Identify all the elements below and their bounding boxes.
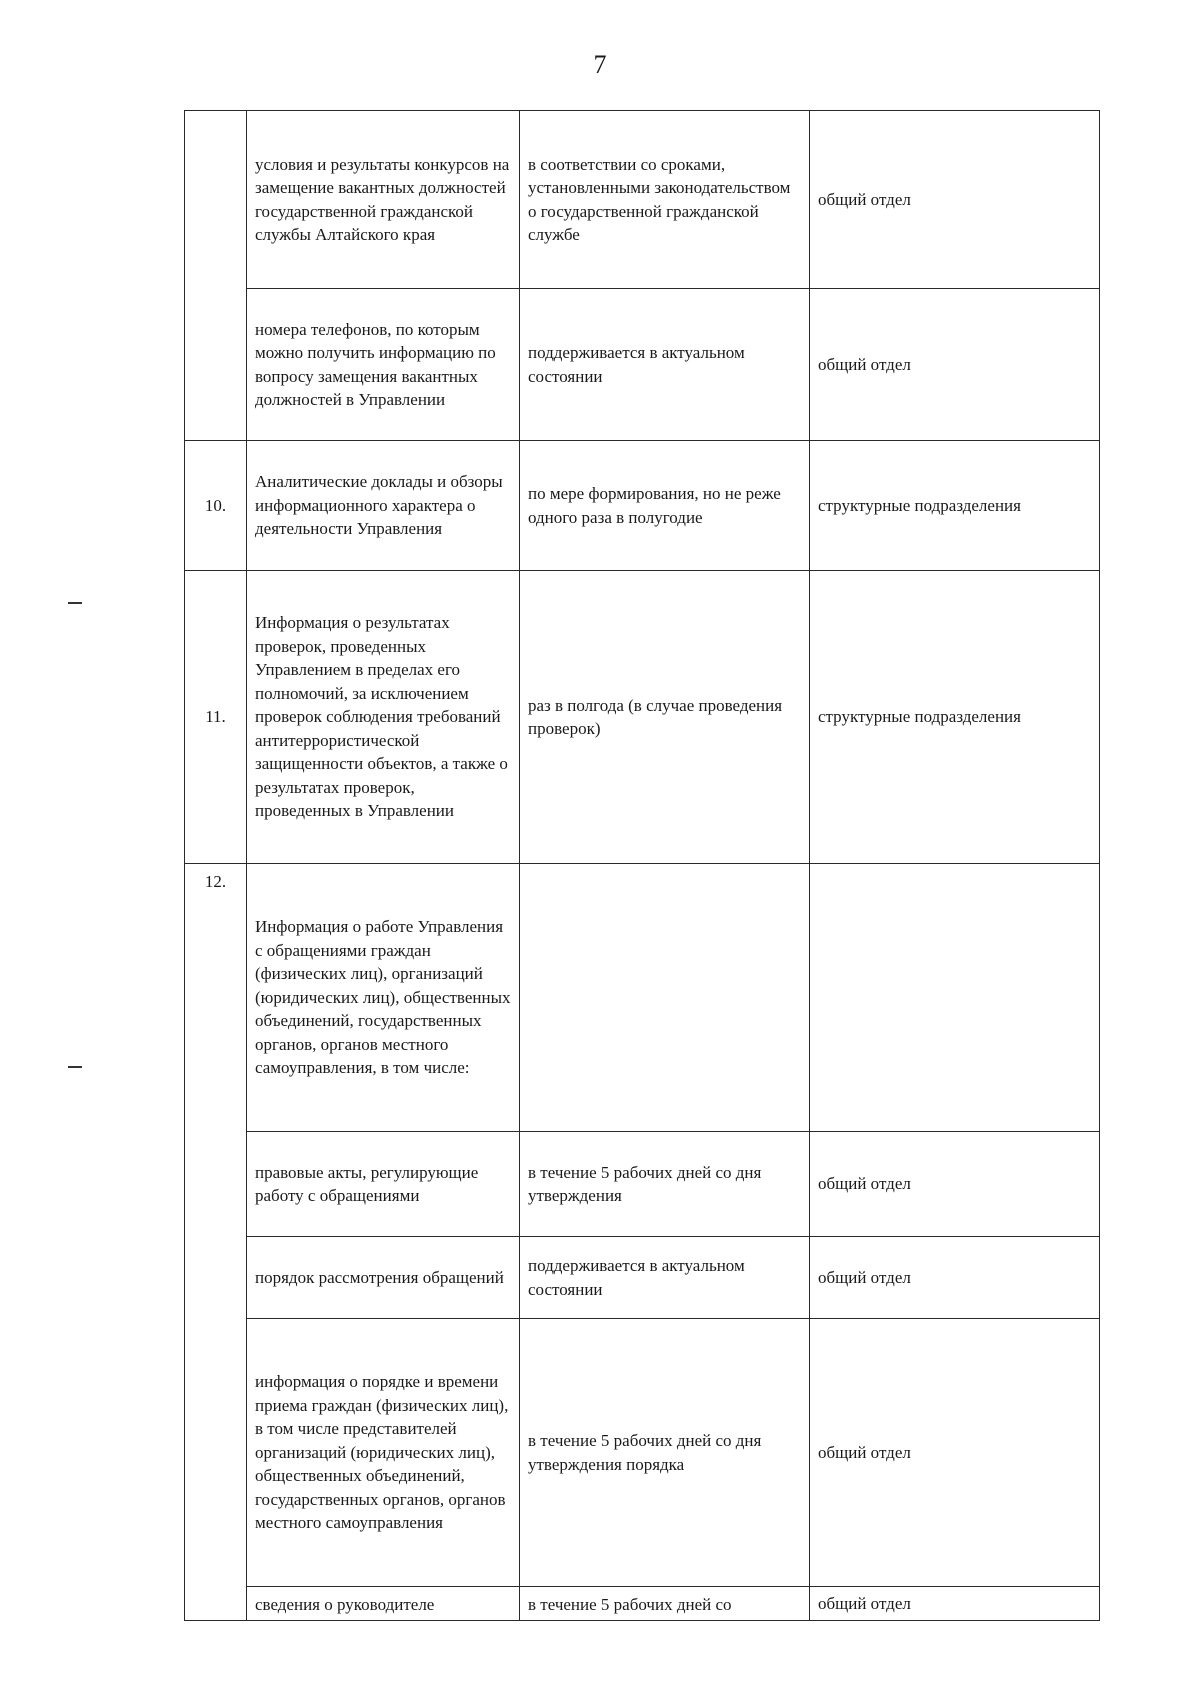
- row-responsible: [810, 864, 1100, 1132]
- table-row: [185, 571, 1100, 864]
- row-responsible: общий отдел: [810, 111, 1100, 289]
- row-responsible: общий отдел: [810, 1319, 1100, 1587]
- row-term: по мере формирования, но не реже одного раза в полугодие: [520, 441, 810, 571]
- row-number: [185, 1319, 247, 1587]
- row-term: в соответствии со сроками, установленными законодательством о государственной гражданской службе: [520, 111, 810, 289]
- row-responsible: структурные подразделения: [810, 441, 1100, 571]
- row-responsible: общий отдел: [810, 1237, 1100, 1319]
- row-number: [185, 1132, 247, 1237]
- row-number: 11.: [185, 571, 247, 864]
- row-responsible: структурные подразделения: [810, 571, 1100, 864]
- row-description: информация о порядке и времени приема граждан (физических лиц), в том числе представителей организаций (юридических лиц), общественных объединений, государственных органов, органов местного самоуправления: [247, 1319, 520, 1587]
- table-row: [185, 289, 1100, 441]
- row-responsible: общий отдел: [810, 1587, 1100, 1621]
- table-row: [185, 1132, 1100, 1237]
- row-number: [185, 289, 247, 441]
- table-row: [185, 864, 1100, 1132]
- row-description: Информация о результатах проверок, проведенных Управлением в пределах его полномочий, за исключением проверок соблюдения требований антитеррористической защищенности объектов, а также о результатах проверок, проведенных в Управлении: [247, 571, 520, 864]
- scan-mark: [68, 1066, 82, 1068]
- row-description: Информация о работе Управления с обращениями граждан (физических лиц), организаций (юридических лиц), общественных объединений, государственных органов, органов местного самоуправления, в том числе:: [247, 864, 520, 1132]
- row-description: правовые акты, регулирующие работу с обращениями: [247, 1132, 520, 1237]
- row-term: поддерживается в актуальном состоянии: [520, 289, 810, 441]
- row-description: номера телефонов, по которым можно получить информацию по вопросу замещения вакантных должностей в Управлении: [247, 289, 520, 441]
- scan-mark: [68, 602, 82, 604]
- row-description: сведения о руководителе: [247, 1587, 520, 1621]
- table-row: [185, 1319, 1100, 1587]
- row-number: [185, 1587, 247, 1621]
- row-term: [520, 864, 810, 1132]
- table-row: [185, 1587, 1100, 1621]
- row-number: [185, 111, 247, 289]
- row-term: в течение 5 рабочих дней со: [520, 1587, 810, 1621]
- row-number: [185, 1237, 247, 1319]
- row-term: раз в полгода (в случае проведения проверок): [520, 571, 810, 864]
- row-responsible: общий отдел: [810, 1132, 1100, 1237]
- row-term: поддерживается в актуальном состоянии: [520, 1237, 810, 1319]
- table-row: [185, 1237, 1100, 1319]
- row-description: Аналитические доклады и обзоры информационного характера о деятельности Управления: [247, 441, 520, 571]
- row-term: в течение 5 рабочих дней со дня утверждения порядка: [520, 1319, 810, 1587]
- page-number: 7: [593, 50, 607, 79]
- row-description: порядок рассмотрения обращений: [247, 1237, 520, 1319]
- table-row: [185, 441, 1100, 571]
- row-number: 10.: [185, 441, 247, 571]
- row-responsible: общий отдел: [810, 289, 1100, 441]
- information-table: [184, 110, 1100, 1621]
- row-number: 12.: [185, 864, 247, 1132]
- row-term: в течение 5 рабочих дней со дня утверждения: [520, 1132, 810, 1237]
- row-description: условия и результаты конкурсов на замещение вакантных должностей государственной гражданской службы Алтайского края: [247, 111, 520, 289]
- table-row: [185, 111, 1100, 289]
